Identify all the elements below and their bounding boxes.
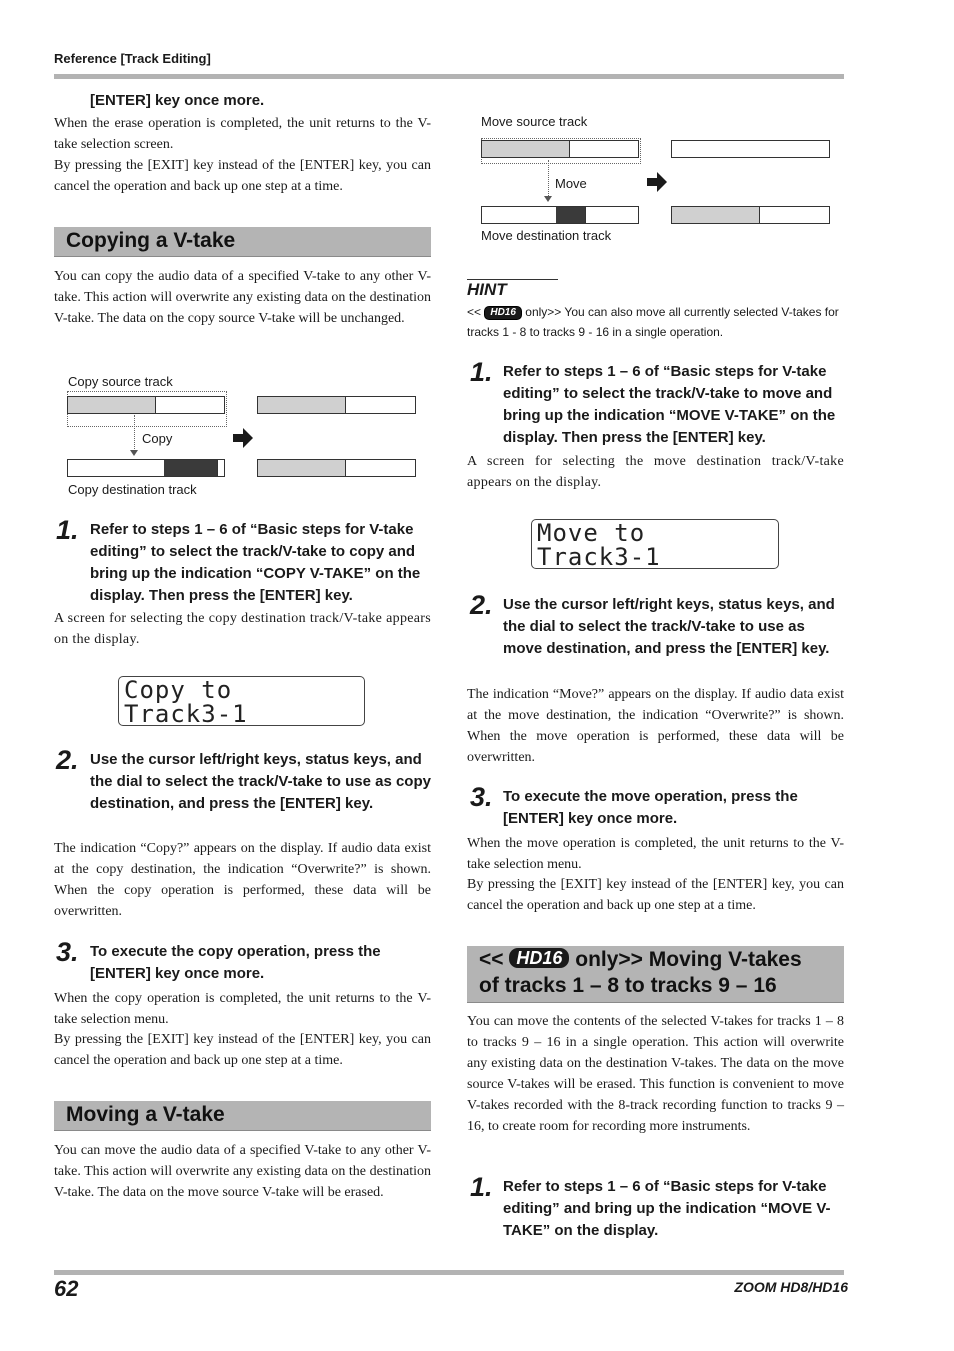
result-dest-bar (257, 459, 416, 477)
hd16-badge: HD16 (484, 306, 522, 320)
step-result: The indication “Copy?” appears on the display. If audio data exist at the copy destination, the indication “Overwrite?” is shown. When the copy operation is performed, these data will be overwritten. (54, 841, 431, 919)
lcd-line-1: Copy to (124, 676, 233, 704)
step-result: When the move operation is completed, the unit returns to the V-take selection menu. (467, 836, 844, 872)
step-result: When the copy operation is completed, the unit returns to the V-take selection menu. (54, 991, 431, 1027)
step-result: A screen for selecting the copy destination track/V-take appears on the display. (54, 611, 431, 647)
footer-model: ZOOM HD8/HD16 (734, 1279, 848, 1295)
page-number: 62 (54, 1276, 79, 1301)
lcd-display (118, 676, 365, 726)
source-track-bar (481, 140, 639, 158)
step-instruction: Use the cursor left/right keys, status keys, and the dial to select the track/V-take to use as move destination, and press the [ENTER] key. (503, 596, 835, 657)
step-instruction: Refer to steps 1 – 6 of “Basic steps for V-take editing” and bring up the indication “MOVE V-TAKE” on the display. (503, 1178, 831, 1239)
section-title-line-1 (479, 948, 802, 972)
result-dest-bar (671, 206, 830, 224)
paragraph: By pressing the [EXIT] key instead of the [ENTER] key, you can cancel the operation and back up one step at a time. (54, 158, 431, 194)
hint-prefix: << (467, 305, 482, 319)
paragraph: When the erase operation is completed, the unit returns to the V-take selection screen. (54, 116, 431, 152)
diagram-source-label: Move source track (481, 114, 588, 129)
section-intro: You can move the contents of the selected V-takes for tracks 1 – 8 to tracks 9 – 16 in a single operation. This action will overwrite any existing data on the destination V-takes. The data on the move source V-takes will be erased. This function is convenient to move V-takes recorded with the 8-track recording function to tracks 9 – 16, to create room for recording more instruments. (467, 1014, 844, 1134)
step-tail: [ENTER] key once more. (90, 92, 265, 109)
step-number: 2. (470, 590, 493, 620)
section-title: Copying a V-take (66, 229, 236, 252)
step-number: 1. (470, 1172, 493, 1202)
step-instruction: Refer to steps 1 – 6 of “Basic steps for V-take editing” to select the track/V-take to move and bring up the indication “MOVE V-TAKE” on the display. Then press the [ENTER] key. (503, 363, 836, 446)
right-arrow-icon (232, 427, 254, 449)
step-instruction: Refer to steps 1 – 6 of “Basic steps for V-take editing” to select the track/V-take to copy and bring up the indication “COPY V-TAKE” on the display. Then press the [ENTER] key. (90, 521, 421, 604)
header-rule (54, 74, 844, 79)
dest-track-bar (481, 206, 639, 224)
hd16-badge: HD16 (509, 948, 569, 968)
section-title: Moving a V-take (66, 1103, 225, 1126)
diagram-dest-label: Copy destination track (68, 482, 197, 497)
section-header-copy (54, 227, 431, 257)
diagram-action-label: Copy (142, 431, 173, 446)
step-number: 1. (470, 357, 493, 387)
hint-title: HINT (467, 280, 507, 299)
lcd-line-2: Track3-1 (124, 700, 248, 728)
title-prefix: << (479, 948, 504, 971)
step-number: 3. (470, 782, 493, 812)
step-instruction: To execute the move operation, press the [ENTER] key once more. (503, 788, 798, 827)
footer-rule (54, 1270, 844, 1275)
step-result: A screen for selecting the move destination track/V-take appears on the display. (467, 454, 844, 490)
step-number: 1. (56, 515, 79, 545)
step-result: The indication “Move?” appears on the display. If audio data exist at the move destination, the indication “Overwrite?” is shown. When the move operation is performed, these data will be overwritten. (467, 687, 844, 765)
result-source-bar (671, 140, 830, 158)
title-text: only>> Moving V-takes (575, 948, 802, 971)
section-intro: You can move the audio data of a specified V-take to any other V-take. This action will overwrite any existing data on the destination V-take. The data on the move source V-take will be erased. (54, 1143, 431, 1200)
diagram-action-label: Move (555, 176, 587, 191)
section-header-move (54, 1101, 431, 1131)
diagram-source-label: Copy source track (68, 374, 173, 389)
running-header: Reference [Track Editing] (54, 51, 211, 66)
right-arrow-icon (646, 171, 668, 193)
step-result: By pressing the [EXIT] key instead of the [ENTER] key, you can cancel the operation and back up one step at a time. (54, 1032, 431, 1068)
step-number: 3. (56, 937, 79, 967)
lcd-line-1: Move to (537, 519, 646, 547)
source-track-bar (67, 396, 225, 414)
section-title-line-2: of tracks 1 – 8 to tracks 9 – 16 (479, 974, 777, 997)
step-number: 2. (56, 745, 79, 775)
lcd-display (531, 519, 779, 569)
copy-connector-line (134, 415, 135, 453)
copy-diagram (54, 370, 434, 500)
step-instruction: Use the cursor left/right keys, status keys, and the dial to select the track/V-take to use as copy destination, and press the [ENTER] key. (90, 751, 431, 812)
move-connector-line (548, 160, 549, 200)
dest-track-bar (67, 459, 225, 477)
down-arrow-icon (130, 450, 138, 456)
diagram-dest-label: Move destination track (481, 228, 612, 243)
step-result: By pressing the [EXIT] key instead of the [ENTER] key, you can cancel the operation and back up one step at a time. (467, 877, 844, 913)
step-instruction: To execute the copy operation, press the [ENTER] key once more. (90, 943, 381, 982)
section-header-batch-move (467, 946, 844, 1003)
result-source-bar (257, 396, 416, 414)
down-arrow-icon (544, 196, 552, 202)
move-diagram (467, 110, 847, 245)
hint-body: only>> You can also move all currently selected V-takes for tracks 1 - 8 to tracks 9 - 16 in a single operation. (467, 305, 839, 339)
section-intro: You can copy the audio data of a specified V-take to any other V-take. This action will overwrite any existing data on the destination V-take. The data on the copy source V-take will be unchanged. (54, 269, 431, 326)
hint-text (467, 302, 845, 342)
lcd-line-2: Track3-1 (537, 543, 661, 571)
